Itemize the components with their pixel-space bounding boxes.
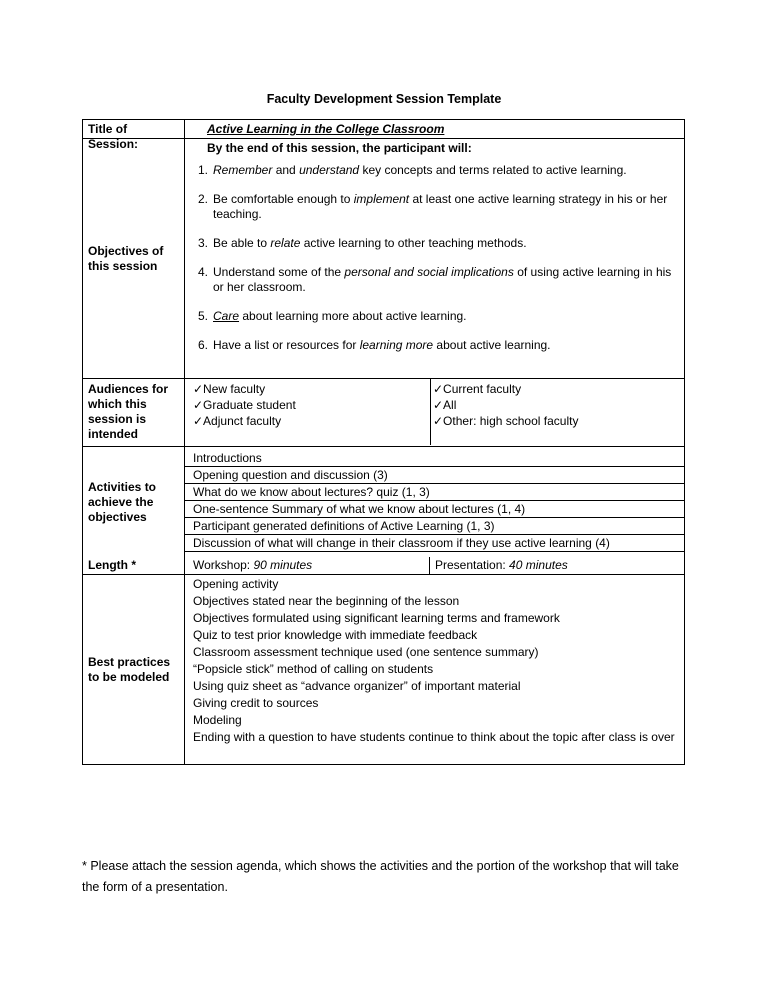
objective-item xyxy=(185,163,684,178)
activity-item: What do we know about lectures? quiz (1, 3) xyxy=(185,484,684,501)
best-practice-item: Objectives formulated using significant learning terms and framework xyxy=(193,611,560,625)
objective-number: 1. xyxy=(198,163,209,177)
audience-item: ✓Other: high school faculty xyxy=(433,414,579,428)
activities-row xyxy=(82,447,685,557)
audiences-left-column xyxy=(185,379,431,445)
audiences-label: Audiences for which this session is intended xyxy=(82,379,185,447)
best-practice-item: Objectives stated near the beginning of the lesson xyxy=(193,594,460,608)
best-practice-item: Classroom assessment technique used (one sentence summary) xyxy=(193,645,539,659)
objective-item xyxy=(185,192,684,222)
audience-item: ✓New faculty xyxy=(193,382,266,396)
objectives-intro: By the end of this session, the participant will: xyxy=(207,141,472,155)
objective-text: Be able to relate active learning to other teaching methods. xyxy=(213,236,527,250)
objective-number: 3. xyxy=(198,236,209,250)
objective-number: 4. xyxy=(198,265,209,279)
objective-number: 5. xyxy=(198,309,209,323)
page-title: Faculty Development Session Template xyxy=(266,92,502,106)
objective-text: Understand some of the personal and social implications of using active learning in his or her classroom. xyxy=(213,265,672,294)
objectives-row xyxy=(82,139,685,379)
audience-item: ✓Graduate student xyxy=(193,398,296,412)
workshop-length: Workshop: 90 minutes xyxy=(185,557,430,574)
session-template-form xyxy=(82,119,685,765)
best-practices-label: Best practices to be modeled xyxy=(82,575,185,765)
title-value-cell xyxy=(185,119,685,139)
activities-list xyxy=(185,447,685,557)
footnote: * Please attach the session agenda, which shows the activities and the portion of the workshop that will take the form of a presentation. xyxy=(82,859,679,895)
audience-item: ✓Adjunct faculty xyxy=(193,414,282,428)
objective-text: Have a list or resources for learning more about active learning. xyxy=(213,338,551,352)
audience-item: ✓All xyxy=(433,398,457,412)
activity-item: Participant generated definitions of Active Learning (1, 3) xyxy=(185,518,684,535)
session-title: Active Learning in the College Classroom xyxy=(207,122,445,136)
best-practice-item: Giving credit to sources xyxy=(193,696,319,710)
activity-item: Opening question and discussion (3) xyxy=(185,467,684,484)
objective-item xyxy=(185,338,684,353)
activity-item: One-sentence Summary of what we know about lectures (1, 4) xyxy=(185,501,684,518)
objective-item xyxy=(185,265,684,295)
objective-item xyxy=(185,236,684,251)
audiences-cell xyxy=(185,379,685,447)
objective-text: Remember and understand key concepts and terms related to active learning. xyxy=(213,163,627,177)
best-practices-list xyxy=(185,575,685,765)
objectives-cell xyxy=(185,139,685,379)
best-practice-item: “Popsicle stick” method of calling on students xyxy=(193,662,434,676)
length-row xyxy=(82,557,685,575)
title-label: Title of Session: xyxy=(82,119,185,139)
objective-text: Be comfortable enough to implement at least one active learning strategy in his or her teaching. xyxy=(213,192,668,221)
objective-number: 6. xyxy=(198,338,209,352)
objectives-label: Objectives of this session xyxy=(82,139,185,379)
objective-item xyxy=(185,309,684,324)
best-practice-item: Opening activity xyxy=(193,577,279,591)
best-practice-item: Ending with a question to have students continue to think about the topic after class is over xyxy=(193,730,675,744)
presentation-length: Presentation: 40 minutes xyxy=(435,558,568,572)
objective-number: 2. xyxy=(198,192,209,206)
activity-item: Discussion of what will change in their classroom if they use active learning (4) xyxy=(185,535,684,552)
audiences-right-column xyxy=(431,379,684,446)
length-label: Length * xyxy=(82,557,185,575)
best-practice-item: Modeling xyxy=(193,713,242,727)
activity-item: Introductions xyxy=(185,447,684,467)
best-practice-item: Quiz to test prior knowledge with immediate feedback xyxy=(193,628,478,642)
length-cell xyxy=(185,557,685,575)
best-practice-item: Using quiz sheet as “advance organizer” of important material xyxy=(193,679,521,693)
objectives-list xyxy=(185,163,684,353)
audience-item: ✓Current faculty xyxy=(433,382,522,396)
objective-text: Care about learning more about active learning. xyxy=(213,309,467,323)
best-practices-row xyxy=(82,575,685,765)
activities-label: Activities to achieve the objectives xyxy=(82,447,185,557)
audiences-row xyxy=(82,379,685,447)
